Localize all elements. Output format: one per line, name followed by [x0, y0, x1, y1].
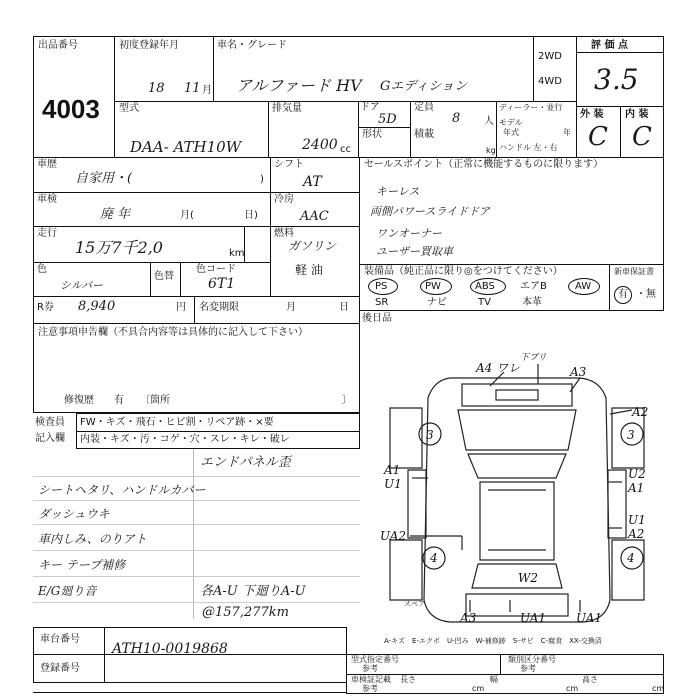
model-spec-label: 型式指定番号 — [351, 655, 399, 664]
notes-title: 注意事項申告欄（不具合内容等は具体的に記入して下さい） — [38, 327, 308, 338]
equip-abs: ABS — [475, 281, 495, 292]
registration-doc-label: 車検証記載 — [351, 675, 391, 684]
category-ref: 参考 — [520, 664, 536, 673]
front-bumper — [462, 384, 572, 406]
drive-2wd: 2WD — [538, 51, 562, 62]
hood — [458, 410, 576, 450]
remark-right-1: 各A-U 下廻りA-U — [200, 584, 306, 599]
inspector-label-1: 検査員 — [35, 417, 65, 428]
sales-point-3: ワンオーナー — [376, 227, 442, 240]
equipment-title: 装備品（純正品に限り◎をつけてください） — [364, 266, 563, 277]
displacement-unit: cc — [340, 144, 351, 155]
equip-pw: PW — [425, 281, 441, 292]
diag-a1-left: A1 — [384, 463, 401, 477]
history-box — [33, 157, 271, 297]
repair-parts: 〔箇所 — [140, 395, 170, 406]
repair-close: 〕 — [342, 395, 352, 406]
diag-a3-top: A3 — [570, 365, 587, 379]
inspection-value: 廃 年 — [100, 207, 131, 222]
history-value: 自家用・( — [75, 171, 133, 186]
car-name: アルファード HV — [236, 76, 362, 95]
color-code-label: 色コード — [196, 264, 236, 275]
color-change-label: 色替 — [154, 271, 174, 282]
first-reg-month: 11 — [184, 81, 201, 96]
equip-airbag: エアB — [520, 281, 547, 292]
remark-right-2: @157,277km — [202, 605, 289, 620]
sales-point-1: キーレス — [376, 185, 420, 198]
color-code-value: 6T1 — [208, 276, 236, 292]
diag-a2-right-low: A2 — [628, 527, 645, 541]
ac-label: 冷房 — [274, 194, 294, 205]
height-unit: cm — [652, 684, 665, 693]
load-unit: kg — [486, 146, 496, 155]
name-change-month: 月 — [286, 302, 296, 313]
left-rear-fender — [390, 540, 422, 600]
diag-ua2: UA2 — [380, 529, 407, 543]
rear-seat-label: 後日品 — [362, 313, 392, 324]
rear-bumper — [466, 594, 568, 616]
drive-box — [533, 36, 577, 102]
warranty-no: 無 — [646, 289, 656, 300]
inspector-row-1: FW・キズ・飛石・ヒビ割・リペア跡・×要 — [80, 417, 274, 428]
model-spec-ref: 参考 — [362, 664, 378, 673]
name-change-day: 日 — [339, 302, 349, 313]
diag-ua1-b: UA1 — [576, 611, 603, 625]
equip-aw: AW — [575, 281, 592, 292]
front-plate — [496, 390, 538, 400]
remark-6: E/G廻り音 — [38, 584, 97, 598]
diag-u2-right: U2 — [628, 467, 646, 481]
car-grade: Gエディション — [380, 79, 468, 94]
chassis-value: ATH10-0019868 — [112, 641, 228, 657]
roof — [480, 482, 554, 560]
equip-navi: ナビ — [427, 297, 447, 308]
windshield — [468, 454, 566, 478]
width-unit: cm — [566, 684, 579, 693]
sales-title: セールスポイント（正常に機能するものに限ります） — [364, 159, 604, 170]
fuel-value: ガソリン — [288, 239, 337, 253]
mileage-label: 走行 — [37, 228, 57, 239]
diag-4-right: 4 — [627, 551, 635, 565]
equip-sr: SR — [375, 297, 389, 308]
fuel-value2: 軽 油 — [295, 263, 323, 277]
diag-3-right: 3 — [627, 428, 635, 442]
equip-ps: PS — [375, 281, 388, 292]
width-label: 幅 — [490, 675, 498, 684]
first-reg-unit: 月 — [202, 85, 212, 96]
registration-doc-ref: 参考 — [362, 684, 378, 693]
sales-point-4: ユーザー買取車 — [376, 245, 453, 258]
first-reg-year: 18 — [148, 81, 165, 96]
registration-box — [33, 654, 347, 683]
fuel-label: 燃料 — [274, 228, 294, 239]
capacity-unit: 人 — [484, 116, 494, 127]
interior-label: 内 装 — [625, 109, 649, 120]
model-year-unit: 年 — [563, 128, 571, 137]
length-label: 長さ — [400, 675, 416, 684]
recycle-unit: 円 — [176, 302, 186, 313]
diag-top-label: 下ブリ — [520, 353, 547, 363]
diag-u1-left: U1 — [384, 477, 402, 491]
history-label: 車歴 — [37, 159, 57, 170]
remark-4: 車内しみ、のりアト — [38, 532, 147, 546]
repair-label: 修復歴 — [64, 395, 94, 406]
shape-label: 形状 — [362, 129, 382, 140]
interior-grade: C — [632, 122, 652, 152]
inspection-day: 日) — [244, 210, 258, 221]
model-year-label2: 年式 — [503, 128, 519, 137]
registration-label: 登録番号 — [40, 663, 80, 674]
equip-leather: 本革 — [522, 297, 542, 308]
score-value: 3.5 — [594, 63, 639, 96]
remark-2: シートヘタリ、ハンドルカバー — [38, 483, 206, 497]
category-label: 類別区分番号 — [508, 655, 556, 664]
mileage-value: 15万7千2,0 — [75, 238, 163, 257]
name-change-label: 名変期限 — [199, 302, 239, 313]
exterior-label: 外 装 — [580, 109, 604, 120]
remark-3: ダッシュウキ — [38, 507, 110, 521]
door-label: ドア — [360, 102, 380, 113]
diag-spare: スペア — [404, 600, 425, 608]
recycle-label: R券 — [37, 302, 54, 313]
sales-point-2: 両側パワースライドドア — [370, 205, 490, 218]
equip-tv: TV — [478, 297, 491, 308]
drive-4wd: 4WD — [538, 76, 562, 87]
inspector-label-2: 記入欄 — [35, 433, 65, 444]
capacity-label: 定員 — [414, 102, 434, 113]
diag-3-left: 3 — [426, 428, 434, 442]
left-front-fender — [390, 408, 422, 468]
car-diagram — [370, 350, 664, 640]
remark-1: エンドパネル歪 — [200, 455, 291, 470]
diag-a1-right: A1 — [628, 481, 645, 495]
mileage-unit: km — [229, 248, 245, 259]
length-unit: cm — [472, 684, 485, 693]
shift-label: シフト — [274, 159, 304, 170]
inspector-row-2: 内装・キズ・汚・コゲ・穴・スレ・キレ・破レ — [80, 434, 290, 445]
load-label: 積載 — [414, 129, 434, 140]
color-value: シルバー — [60, 279, 103, 292]
diag-a4: A4 ワレ — [476, 361, 521, 375]
model-year-label: モデル — [499, 118, 523, 127]
handle-label: ハンドル 左・右 — [499, 143, 558, 152]
diag-u1-right: U1 — [628, 513, 646, 527]
inspection-month: 月( — [180, 210, 194, 221]
lot-number: 4003 — [42, 94, 100, 124]
dealer-label: ディーラー・並行 — [499, 103, 563, 112]
displacement-label: 排気量 — [272, 103, 302, 114]
capacity-value: 8 — [452, 111, 461, 126]
diagram-legend: A-キズ E-エクボ U-凹み W-補修跡 S-サビ C-腐食 XX-交換済 — [384, 637, 602, 645]
model-label: 型式 — [119, 103, 139, 114]
diag-a3-bottom: A3 — [460, 611, 477, 625]
diag-4-left: 4 — [430, 551, 438, 565]
lot-label: 出品番号 — [38, 40, 78, 51]
model-value: DAA- ATH10W — [130, 138, 242, 156]
warranty-label: 新車保証書 — [614, 267, 654, 276]
height-label: 高さ — [582, 675, 598, 684]
rear-window — [472, 564, 562, 588]
door-value: 5D — [378, 112, 397, 127]
remark-5: キー テープ補修 — [38, 558, 126, 572]
diag-ua1-a: UA1 — [520, 611, 547, 625]
exterior-grade: C — [588, 122, 608, 152]
car-name-label: 車名・グレード — [217, 40, 287, 51]
first-reg-label: 初度登録年月 — [119, 40, 179, 51]
chassis-label: 車台番号 — [40, 634, 80, 645]
recycle-value: 8,940 — [78, 299, 116, 314]
inspection-label: 車検 — [37, 194, 57, 205]
shift-value: AT — [303, 174, 322, 190]
left-doors — [408, 470, 426, 538]
car-body-outline — [424, 378, 610, 622]
displacement-value: 2400 — [302, 137, 338, 153]
ac-value: AAC — [300, 209, 329, 224]
repair-value: 有 — [114, 395, 124, 406]
warranty-yes: 有 — [618, 289, 628, 300]
score-label: 評 価 点 — [591, 40, 628, 51]
color-label: 色 — [37, 264, 47, 275]
diag-w2: W2 — [518, 571, 538, 585]
diag-a2-right: A2 — [632, 405, 649, 419]
